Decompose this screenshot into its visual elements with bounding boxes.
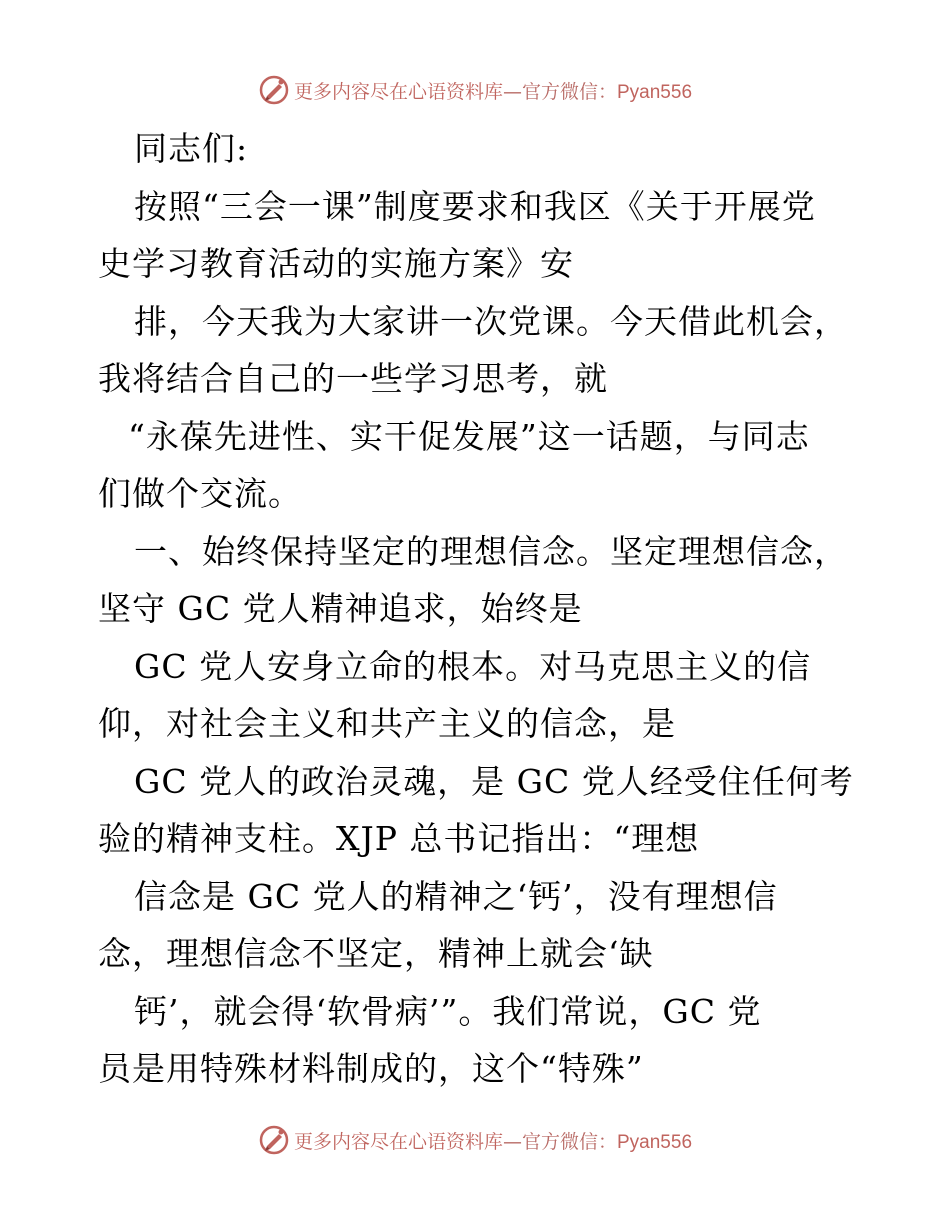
watermark-dash: —	[502, 1130, 522, 1153]
watermark-wechat-id: Pyan556	[617, 81, 693, 103]
header-watermark	[0, 70, 950, 110]
body-line: GC 党人安身立命的根本。对马克思主义的信	[134, 646, 812, 686]
body-line: 们做个交流。	[98, 474, 302, 513]
body-line: “永葆先进性、实干促发展”这一话题，与同志	[128, 416, 810, 456]
watermark-wechat-label: 官方微信：	[521, 1130, 617, 1153]
body-line: 仰，对社会主义和共产主义的信念，是	[98, 704, 676, 743]
document-body	[98, 120, 858, 1098]
watermark-text	[294, 77, 692, 104]
watermark-wechat-label: 官方微信：	[521, 80, 617, 103]
pen-seal-logo-icon	[258, 74, 290, 106]
body-line: 员是用特殊材料制成的，这个“特殊”	[98, 1049, 644, 1088]
watermark-slogan: 更多内容尽在心语资料库	[293, 80, 503, 103]
watermark-dash: —	[502, 80, 522, 103]
body-line: 念，理想信念不坚定，精神上就会‘缺	[98, 934, 654, 973]
watermark-wechat-id: Pyan556	[617, 1131, 693, 1153]
body-line: 信念是 GC 党人的精神之‘钙’，没有理想信	[134, 876, 778, 916]
watermark-text	[294, 1127, 692, 1154]
body-line: 同志们:	[134, 129, 249, 168]
body-line: 我将结合自己的一些学习思考，就	[98, 359, 608, 398]
body-line: GC 党人的政治灵魂，是 GC 党人经受住任何考	[134, 761, 854, 801]
body-line: 坚守 GC 党人精神追求，始终是	[98, 589, 583, 628]
body-line: 一、始终保持坚定的理想信念。坚定理想信念，	[134, 531, 848, 571]
body-line: 按照“三会一课”制度要求和我区《关于开展党	[134, 186, 816, 226]
footer-watermark	[0, 1120, 950, 1160]
body-line: 钙’，就会得‘软骨病’”。我们常说，GC 党	[134, 991, 762, 1031]
pen-seal-logo-icon	[258, 1124, 290, 1156]
body-line: 验的精神支柱。XJP 总书记指出：“理想	[98, 819, 700, 858]
body-line: 排，今天我为大家讲一次党课。今天借此机会，	[134, 301, 848, 341]
body-line: 史学习教育活动的实施方案》安	[98, 244, 574, 283]
watermark-slogan: 更多内容尽在心语资料库	[293, 1130, 503, 1153]
